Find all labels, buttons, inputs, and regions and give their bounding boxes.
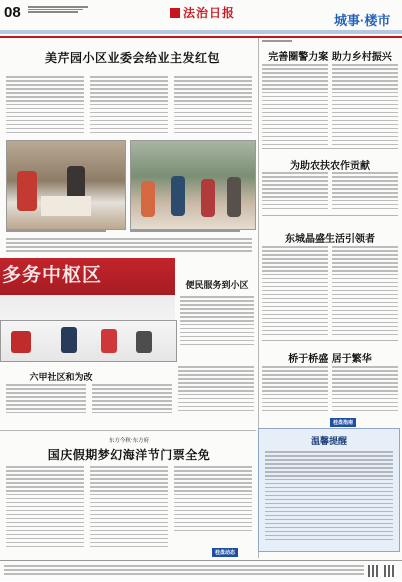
article1-headline: 美芹园小区业委会给业主发红包: [44, 51, 220, 65]
article2-headline: 完善圈警力案 助力乡村振兴: [268, 52, 392, 63]
notice-body: [265, 451, 393, 543]
logo-mark-icon: [170, 8, 180, 18]
article1-col3: [174, 76, 252, 136]
main-bottom-col2: [90, 466, 168, 550]
header-rule: [0, 30, 402, 34]
article3-headline: 为助农扶农作贡献: [290, 161, 370, 172]
banner-text: 多务中枢区: [2, 264, 103, 286]
page-number: 08: [4, 4, 21, 21]
logo-text: 法治日报: [183, 6, 236, 20]
notice-title: 温馨提醒: [310, 437, 347, 447]
article4-col2: [332, 246, 398, 338]
article2-col2: [332, 64, 398, 148]
article7-headline: 桥于桥盛 居于繁华: [288, 354, 372, 365]
tag-dynamic: 桂盘动态: [212, 548, 238, 557]
article5-headline: 便民服务到小区: [185, 281, 249, 291]
banner-photo: [0, 258, 175, 320]
divider-5: [0, 430, 256, 431]
main-bottom-col3: [174, 466, 252, 534]
article1-tail: [6, 238, 252, 254]
divider-2: [262, 148, 398, 149]
main-bottom-kicker: 东方今秋·东方府: [108, 438, 150, 444]
article4-col1: [262, 246, 328, 338]
article7-col2: [332, 366, 398, 414]
page-footer: [0, 560, 402, 582]
article6-col3: [178, 366, 254, 414]
article1-col2: [90, 76, 168, 136]
newspaper-logo: [170, 4, 235, 21]
divider-4: [262, 340, 398, 341]
article1-photo-right: [130, 140, 256, 230]
notice-box: [258, 428, 400, 552]
article4-headline: 东城晶盛生活引领者: [285, 234, 375, 245]
section-title: 城事·楼市: [334, 13, 391, 28]
service-photo: [0, 320, 177, 362]
article6-col1: [6, 384, 86, 416]
tag-guide: 桂盘指南: [330, 418, 356, 427]
article1-col1: [6, 76, 84, 136]
header-meta: [28, 5, 98, 14]
divider-3: [262, 215, 398, 216]
article3-col1: [262, 172, 328, 212]
qr-code-icon-2: [384, 565, 396, 577]
footer-text: [4, 565, 364, 577]
article2-col1: [262, 64, 328, 148]
article3-col2: [332, 172, 398, 212]
article1-photo-left: [6, 140, 126, 230]
photo-caption-left: [6, 230, 124, 232]
article6-headline: 六甲社区和为改: [29, 373, 93, 383]
photo-caption-right: [130, 230, 254, 232]
main-bottom-col1: [6, 466, 84, 550]
article5-col: [180, 296, 254, 348]
article2-kicker: [262, 40, 398, 42]
main-bottom-headline: 国庆假期梦幻海洋节门票全免: [47, 448, 211, 462]
qr-code-icon: [368, 565, 380, 577]
article7-col1: [262, 366, 328, 414]
article6-col2: [92, 384, 172, 416]
